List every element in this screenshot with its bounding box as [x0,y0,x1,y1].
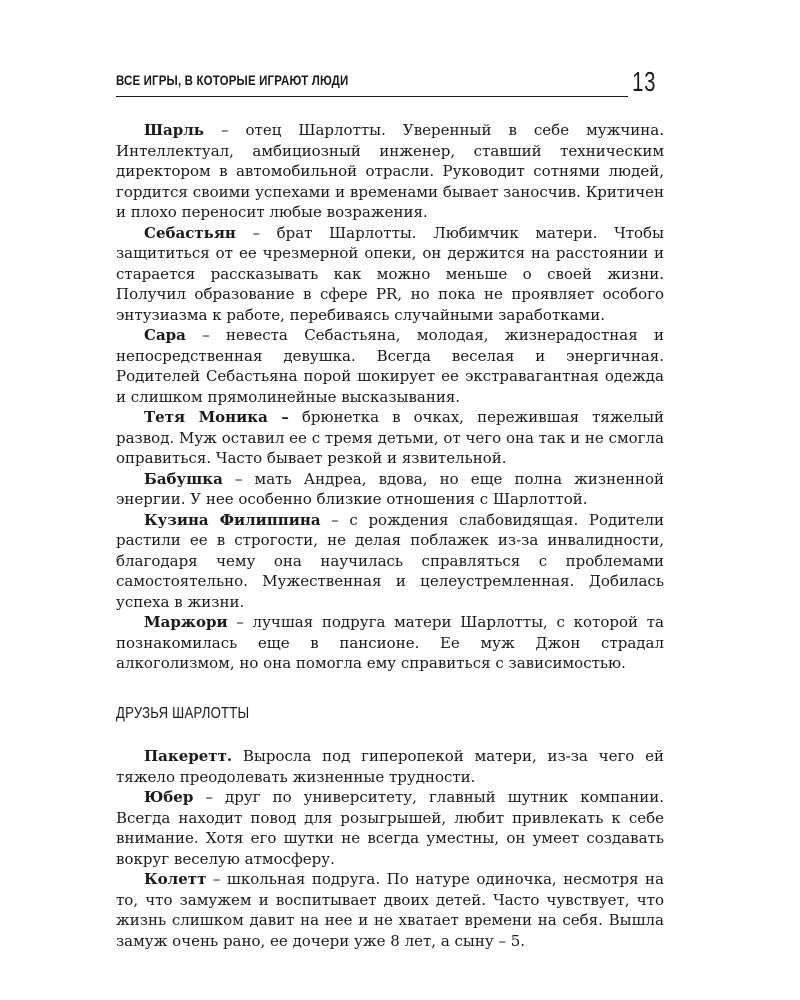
friend-description: – школьная подруга. По натуре одиночка, несмотря на то, что замужем и воспитывает двоих детей. Часто чувствует, что жизнь слишком давит на нее и не хватает времени на себя. Вышла замуж очень рано, ее дочери уже 8 лет, а сыну – 5. [116,870,664,950]
page-body [116,120,664,951]
character-name: Маржори [144,613,228,631]
character-description: – лучшая подруга матери Шарлотты, с которой та познакомилась еще в пансионе. Ее муж Джон страдал алкоголизмом, но она помогла ему справиться с зависимостью. [116,613,664,672]
character-paragraph [116,510,664,613]
friend-paragraph [116,869,664,951]
header-rule [116,96,628,97]
character-description: брюнетка в очках, пережившая тяжелый развод. Муж оставил ее с тремя детьми, от чего она так и не смогла оправиться. Часто бывает резкой и язвительной. [116,408,665,467]
character-name: Бабушка [144,469,223,488]
friend-description: – друг по университету, главный шутник компании. Всегда находит повод для розыгрышей, любит привлекать к себе внимание. Хотя его шутки не всегда уместны, он умеет создавать вокруг веселую атмосферу. [116,788,664,868]
character-description: – с рождения слабовидящая. Родители растили ее в строгости, не делая поблажек из-за инвалидности, благодаря чему она научилась справляться с проблемами самостоятельно. Мужественная и целеустремленная. Добилась успеха в жизни. [116,510,664,611]
character-paragraph [116,469,664,510]
character-paragraph [116,223,664,326]
character-name: Кузина Филиппина [144,510,321,529]
character-description: – брат Шарлотты. Любимчик матери. Чтобы защититься от ее чрезмерной опеки, он держится на расстоянии и старается рассказывать как можно меньше о своей жизни. Получил образование в сфере PR, но пока не проявляет особого энтузиазма к работе, перебиваясь случайными заработками. [116,223,664,324]
character-description: – отец Шарлотты. Уверенный в себе мужчина. Интеллектуал, амбициозный инженер, ставший техническим директором в автомобильной отрасли. Руководит сотнями людей, гордится своими успехами и временами бывает заносчив. Критичен и плохо переносит любые возражения. [116,121,664,221]
friend-name: Пакеретт. [144,747,233,765]
friend-paragraph [116,787,664,869]
running-header [116,66,656,102]
character-description: – невеста Себастьяна, молодая, жизнерадостная и непосредственная девушка. Всегда веселая и энергичная. Родителей Себастьяна порой шокирует ее экстравагантная одежда и слишком прямолинейные высказывания. [116,326,664,406]
character-name: Сара [144,326,186,344]
character-name: Себастьян [144,223,236,242]
character-name: Шарль [144,121,204,139]
page-number: 13 [632,66,656,97]
friend-name: Юбер [144,788,194,806]
friend-name: Колетт [144,870,207,888]
character-paragraph [116,612,664,674]
friend-paragraph [116,746,664,787]
character-paragraph [116,325,664,407]
character-paragraph [116,120,664,223]
character-description: – мать Андреа, вдова, но еще полна жизненной энергии. У нее особенно близкие отношения с Шарлоттой. [116,469,664,508]
character-paragraph [116,407,664,469]
character-name: Тетя Моника – [144,408,289,426]
section-heading-friends: ДРУЗЬЯ ШАРЛОТТЫ [116,704,250,722]
friend-description: Выросла под гиперопекой матери, из-за чего ей тяжело преодолевать жизненные трудности. [116,747,664,786]
running-title: ВСЕ ИГРЫ, В КОТОРЫЕ ИГРАЮТ ЛЮДИ [116,72,349,88]
